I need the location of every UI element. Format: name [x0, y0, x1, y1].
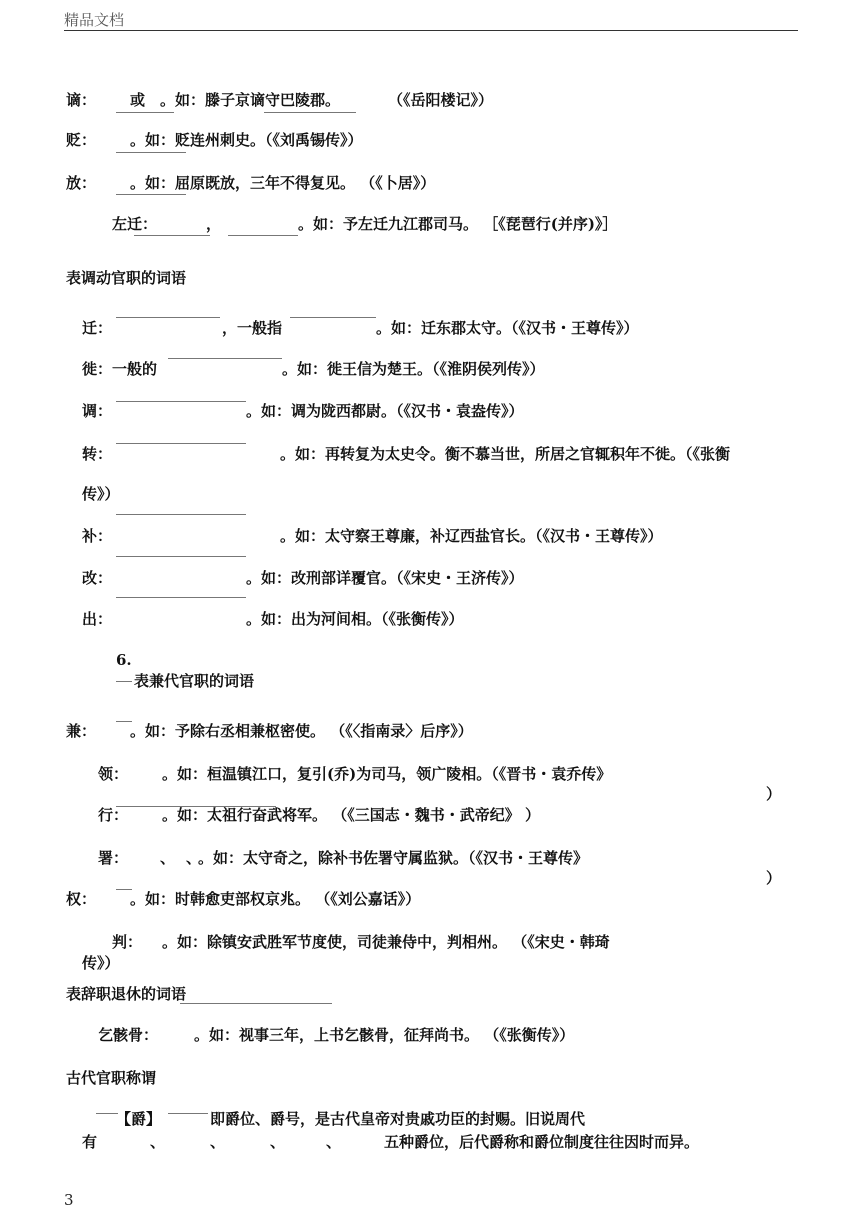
text-line: 转： — [82, 445, 113, 463]
page-number: 3 — [64, 1191, 74, 1209]
text-line: 五种爵位，后代爵称和爵位制度往往因时而异。 — [384, 1133, 700, 1151]
text-line: 出： — [82, 610, 113, 628]
text-line: 、 — [186, 849, 202, 867]
text-line: 。如：予除右丞相兼枢密使。 （《〈指南录〉后序》） — [130, 722, 473, 740]
text-line: 。如：予左迁九江郡司马。 ［《琵琶行(并序)》］ — [298, 215, 618, 233]
text-line: 即爵位、爵号，是古代皇帝对贵戚功臣的封赐。旧说周代 — [210, 1110, 586, 1128]
text-line: 。如：太守奇之，除补书佐署守属监狱。（《汉书・王尊传》 — [198, 849, 589, 867]
text-line: ） — [766, 785, 782, 803]
text-line: 表调动官职的词语 — [66, 269, 187, 287]
text-line: 表兼代官职的词语 — [134, 672, 255, 690]
text-line: 放： — [66, 174, 97, 192]
text-line: ） — [766, 869, 782, 887]
text-line: 、 — [160, 849, 176, 867]
text-line: 古代官职称谓 — [66, 1069, 157, 1087]
text-line: 。如：时韩愈吏部权京兆。 （《刘公嘉话》） — [130, 890, 421, 908]
text-line: （《岳阳楼记》） — [388, 91, 494, 109]
text-line: 。如：除镇安武胜军节度使，司徒兼侍中，判相州。 （《宋史・韩琦 — [162, 933, 610, 951]
text-line: 。如：调为陇西都尉。（《汉书・袁盎传》） — [246, 402, 524, 420]
text-line: 、 — [326, 1133, 342, 1151]
blank-line — [116, 152, 186, 153]
text-line: ， — [206, 215, 222, 233]
text-line: 谪： — [66, 91, 97, 109]
blank-line — [116, 443, 246, 444]
text-line: 【爵】 — [116, 1110, 162, 1128]
blank-line — [290, 317, 376, 318]
text-line: 徙：一般的 — [82, 360, 158, 378]
text-line: 兼： — [66, 722, 97, 740]
blank-line — [116, 806, 276, 807]
text-line: 行： — [98, 806, 129, 824]
text-line: 。如：改刑部详覆官。（《宋史・王济传》） — [246, 569, 524, 587]
blank-line — [180, 1003, 332, 1004]
text-line: 。如：太守察王尊廉，补辽西盐官长。（《汉书・王尊传》） — [280, 527, 663, 545]
text-line: 传》） — [82, 954, 120, 972]
blank-line — [116, 597, 246, 598]
text-line: 6. — [116, 651, 132, 669]
blank-line — [116, 317, 220, 318]
blank-line — [228, 235, 298, 236]
text-line: 补： — [82, 527, 113, 545]
text-line: ，一般指 — [222, 319, 283, 337]
text-line: 判： — [112, 933, 143, 951]
header-rule — [64, 30, 798, 31]
blank-line — [116, 681, 132, 682]
text-line: 、 — [270, 1133, 286, 1151]
text-line: 有 — [82, 1133, 98, 1151]
text-line: 改： — [82, 569, 113, 587]
blank-line — [116, 194, 186, 195]
blank-line — [264, 112, 356, 113]
blank-line — [116, 514, 246, 515]
text-line: 。如：出为河间相。（《张衡传》） — [246, 610, 464, 628]
text-line: 、 — [150, 1133, 166, 1151]
text-line: 。如：徙王信为楚王。（《淮阴侯列传》） — [282, 360, 545, 378]
text-line: 。如：屈原既放，三年不得复见。 （《卜居》） — [130, 174, 436, 192]
blank-line — [134, 235, 210, 236]
text-line: 贬： — [66, 131, 97, 149]
text-line: 乞骸骨： — [98, 1026, 159, 1044]
text-line: 、 — [210, 1133, 226, 1151]
blank-line — [116, 112, 174, 113]
text-line: 表辞职退休的词语 — [66, 985, 187, 1003]
text-line: 。如：滕子京谪守巴陵郡。 — [160, 91, 341, 109]
blank-line — [168, 1113, 208, 1114]
text-line: 署： — [98, 849, 129, 867]
text-line: 。如：再转复为太史令。衡不慕当世，所居之官辄积年不徙。（《张衡 — [280, 445, 731, 463]
text-line: 或 — [130, 91, 146, 109]
text-line: 调： — [82, 402, 113, 420]
text-line: 。如：贬连州刺史。（《刘禹锡传》） — [130, 131, 363, 149]
text-line: 。如：视事三年，上书乞骸骨，征拜尚书。 （《张衡传》） — [194, 1026, 575, 1044]
text-line: 迁： — [82, 319, 113, 337]
blank-line — [116, 401, 246, 402]
blank-line — [116, 721, 132, 722]
blank-line — [116, 556, 246, 557]
blank-line — [116, 889, 132, 890]
text-line: 。如：迁东郡太守。（《汉书・王尊传》） — [376, 319, 639, 337]
text-line: 领： — [98, 765, 129, 783]
text-line: 权： — [66, 890, 97, 908]
text-line: 左迁： — [112, 215, 158, 233]
text-line: 传》） — [82, 485, 120, 503]
text-line: 。如：桓温镇江口，复引(乔)为司马，领广陵相。（《晋书・袁乔传》 — [162, 765, 612, 783]
blank-line — [168, 358, 282, 359]
header-title: 精品文档 — [64, 11, 125, 29]
blank-line — [96, 1113, 118, 1114]
text-line: 。如：太祖行奋武将军。 （《三国志・魏书・武帝纪》 ） — [162, 806, 540, 824]
